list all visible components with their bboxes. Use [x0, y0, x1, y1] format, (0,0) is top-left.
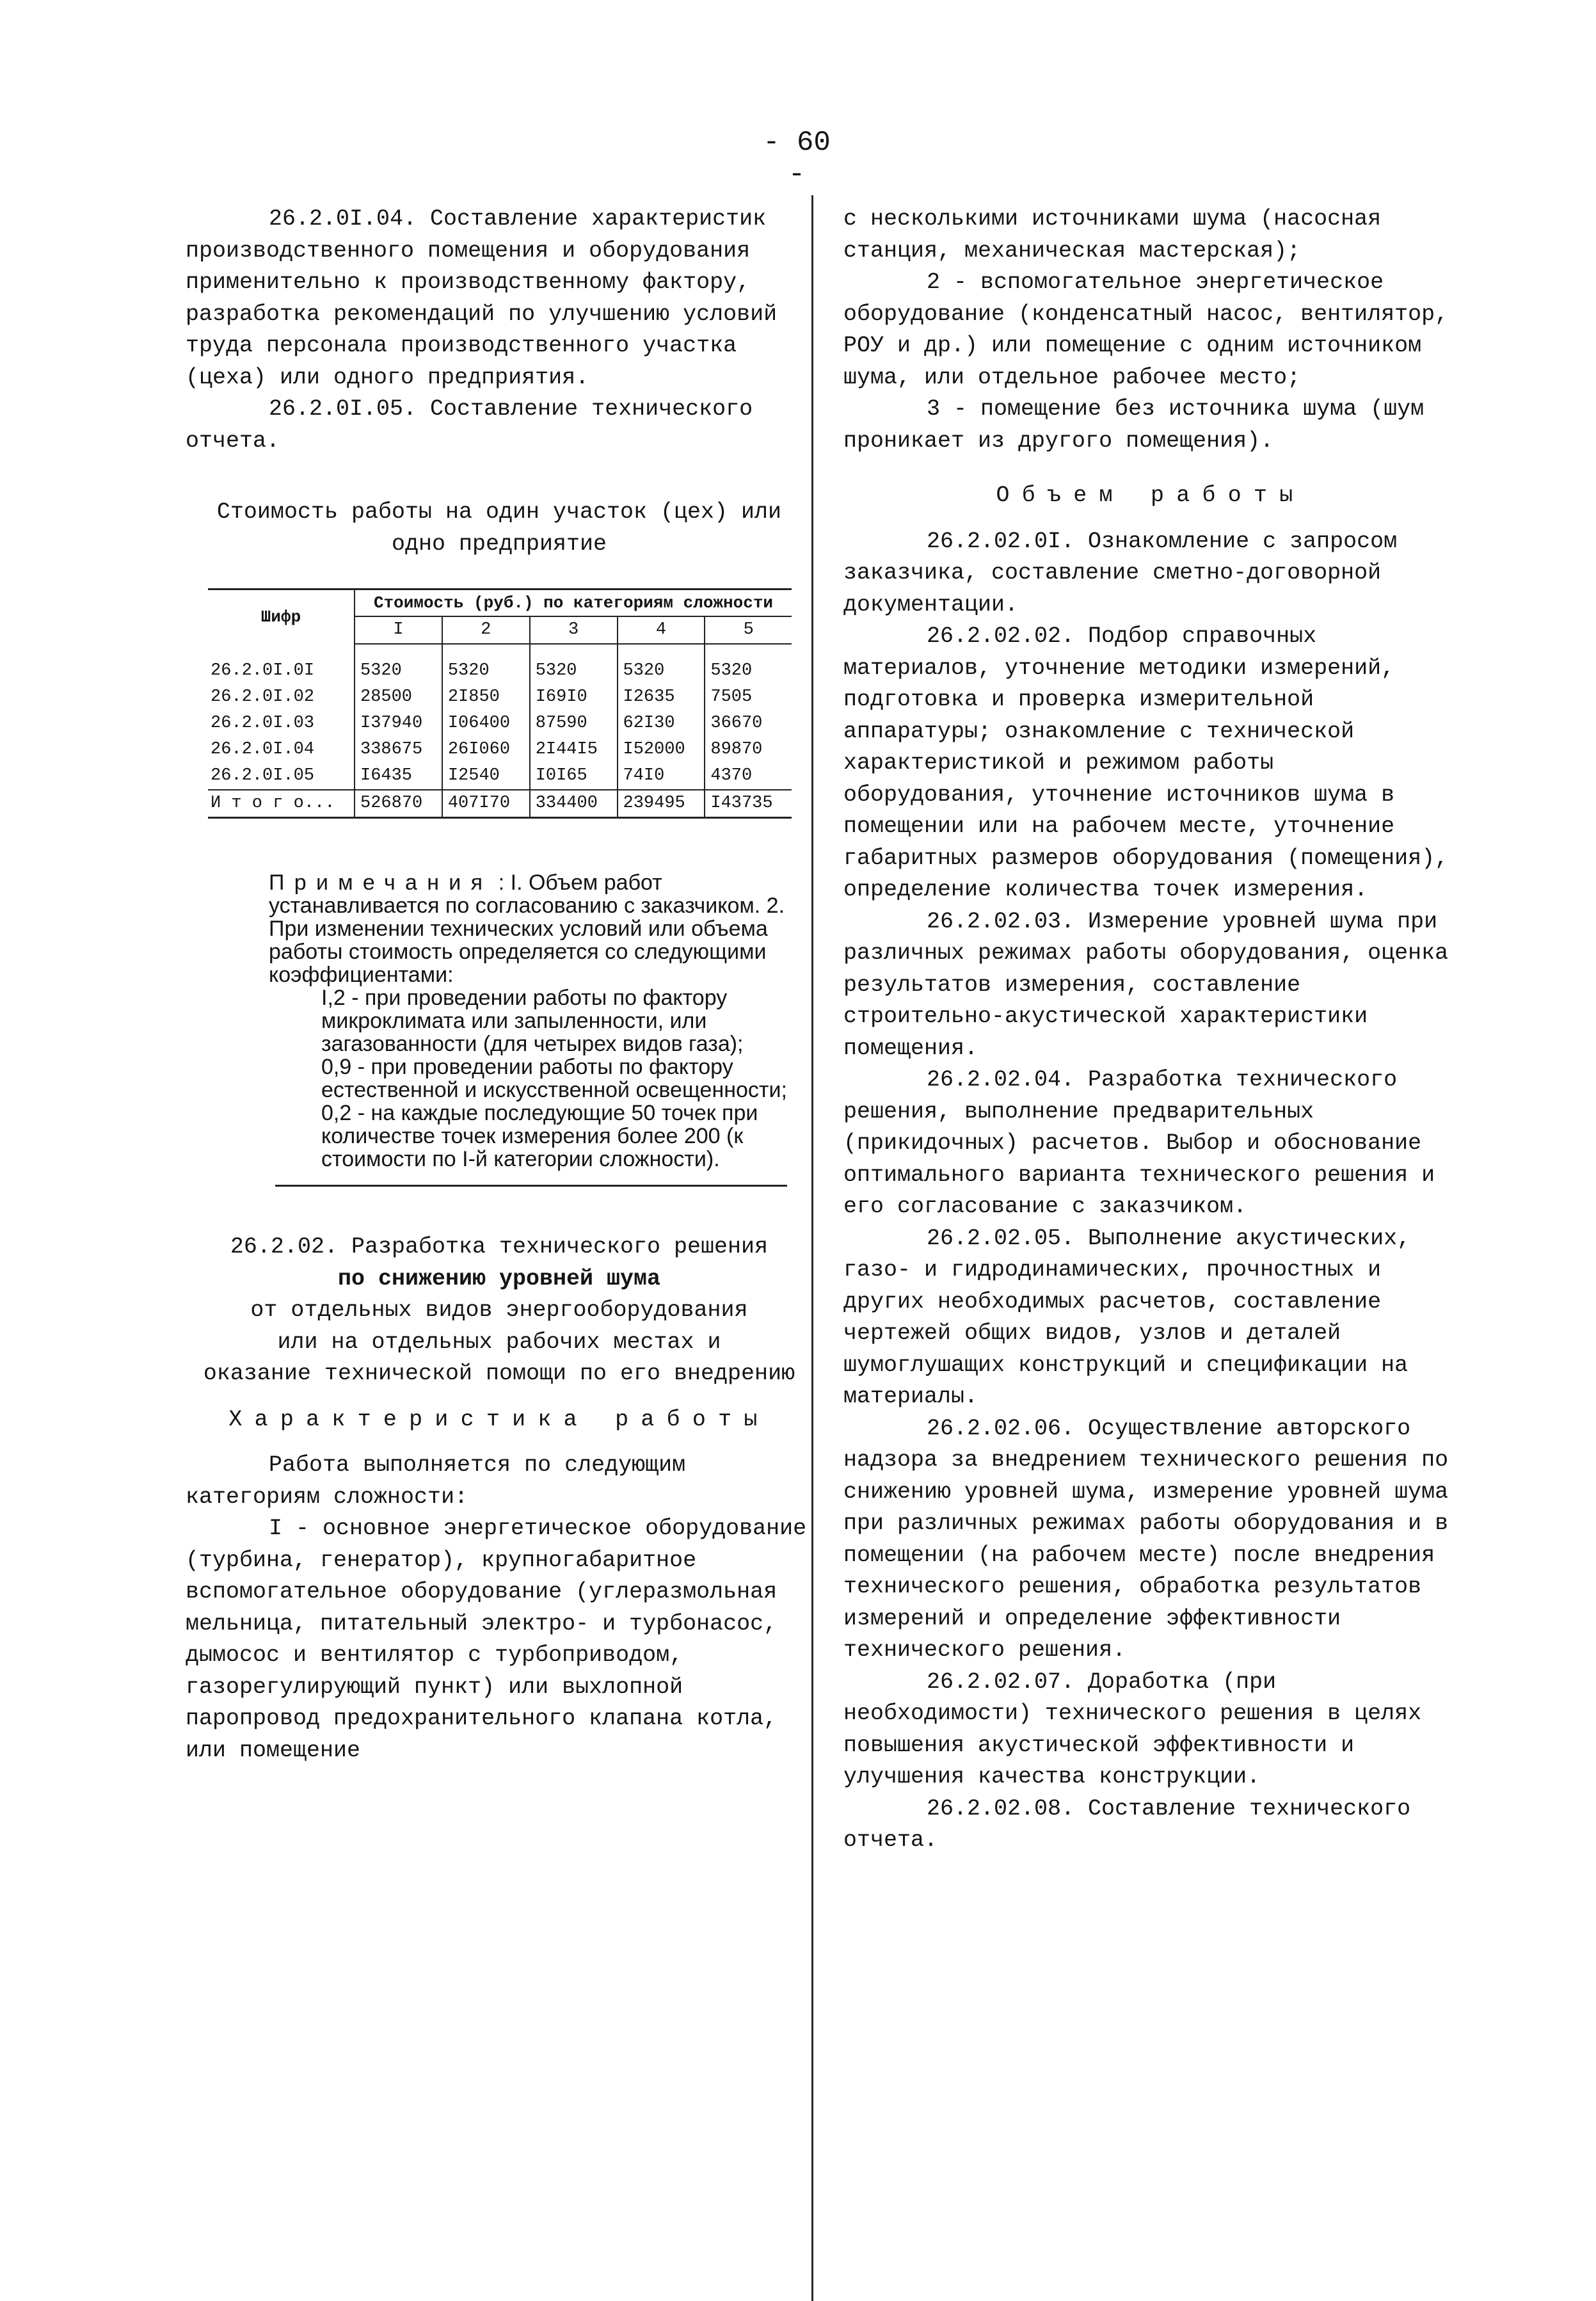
- cell-value: 28500: [355, 684, 442, 710]
- cell-value: I0I65: [530, 763, 618, 790]
- notes-text-2: I,2 - при проведении работы по фактору микроклимата или запыленности, или загазованности (для четырех видов газа);: [321, 986, 744, 1056]
- paragraph-26-2-02-05: 26.2.02.05. Выполнение акустических, газо- и гидродинамических, прочностных и других необходимых расчетов, составление чертежей общих видов, узлов и деталей шумоглушащих конструкций и спецификации на материалы.: [843, 1225, 1411, 1409]
- paragraph-26-2-02-07: 26.2.02.07. Доработка (при необходимости) технического решения в целях повышения акустической эффективности и улучшения качества конструкции.: [843, 1669, 1422, 1790]
- characteristic-heading: Характеристика работы: [228, 1406, 770, 1432]
- right-column: [843, 204, 1458, 1857]
- header-cipher: Шифр: [208, 589, 355, 645]
- cost-table: [208, 588, 792, 819]
- notes-text-3: 0,9 - при проведении работы по фактору естественной и искусственной освещенности;: [321, 1055, 787, 1102]
- paragraph-26-2-02-01: 26.2.02.0I. Ознакомление с запросом заказчика, составление сметно-договорной документации.: [843, 528, 1398, 618]
- paragraph-26-2-02-06: 26.2.02.06. Осуществление авторского надзора за внедрением технического решения по снижению уровней шума, измерение уровней шума при различных режимах работы оборудования и в помещении (на рабочем месте) после внедрения технического решения, обработка результатов измерений и определение эффективности технического решения.: [843, 1415, 1449, 1663]
- category-header: 4: [618, 616, 705, 644]
- section-title-line: оказание технической помощи по его внедрению: [203, 1361, 795, 1386]
- paragraph-26-2-01-05: 26.2.0I.05. Составление технического отчета.: [186, 396, 753, 454]
- table-row: [208, 644, 792, 684]
- notes-block: [269, 871, 787, 1171]
- row-code: 26.2.0I.02: [208, 684, 355, 710]
- left-column: [186, 204, 813, 1767]
- paragraph-26-2-02-02: 26.2.02.02. Подбор справочных материалов, уточнение методики измерений, подготовка и проверка измерительной аппаратуры; ознакомление с технической характеристикой и режимом работы оборудования, уточнение источников шума в помещении или на рабочем месте, уточнение габаритных размеров оборудования (помещения), определение количества точек измерения.: [843, 623, 1449, 902]
- cell-value: 2I850: [442, 684, 530, 710]
- table-row: [208, 710, 792, 737]
- cell-value: 4370: [710, 766, 753, 785]
- cell-value: 5320: [710, 661, 753, 680]
- cell-value: 89870: [710, 740, 763, 759]
- section-title: [186, 1231, 813, 1390]
- volume-heading: Объем работы: [996, 483, 1305, 508]
- total-value: 334400: [530, 790, 618, 818]
- total-value: 239495: [618, 790, 705, 818]
- row-code: 26.2.0I.04: [208, 737, 355, 763]
- category-header: 3: [530, 616, 618, 644]
- paragraph-26-2-01-04: 26.2.0I.04. Составление характеристик производственного помещения и оборудования применительно к производственному фактору, разработка рекомендаций по улучшению условий труда персонала производственного участка (цеха) или одного предприятия.: [186, 206, 778, 390]
- page-number: - 60 -: [763, 127, 831, 191]
- total-row: [208, 790, 792, 818]
- cell-value: I69I0: [530, 684, 618, 710]
- notes-text-1: : I. Объем работ устанавливается по согласованию с заказчиком. 2. При изменении технических условий или объема работы стоимость определяется со следующими коэффициентами:: [269, 870, 785, 987]
- category-header: I: [355, 616, 442, 644]
- section-title-line: или на отдельных рабочих местах и: [277, 1329, 721, 1355]
- paragraph-category-1: I - основное энергетическое оборудование (турбина, генератор), крупногабаритное вспомогательное оборудование (углеразмольная мельница, питательный электро- и турбонасос, дымосос и вентилятор с турбоприводом, газорегулирующий пункт) или выхлопной паропровод предохранительного клапана котла, или помещение: [186, 1516, 807, 1763]
- section-title-line: по снижению уровней шума: [337, 1265, 661, 1292]
- cell-value: 338675: [355, 737, 442, 763]
- table-row: [208, 737, 792, 763]
- category-header: 5: [705, 616, 792, 644]
- cell-value: 5320: [530, 644, 618, 684]
- cell-value: 87590: [530, 710, 618, 737]
- cell-value: 7505: [710, 687, 753, 707]
- cell-value: 5320: [618, 644, 705, 684]
- section-title-line: 26.2.02. Разработка технического решения: [230, 1234, 769, 1260]
- table-row: [208, 763, 792, 790]
- total-label: И т о г о...: [208, 790, 355, 818]
- cell-value: I52000: [618, 737, 705, 763]
- paragraph-complexity-intro: Работа выполняется по следующим категориям сложности:: [186, 1452, 686, 1510]
- total-value: 526870: [355, 790, 442, 818]
- section-title-line: от отдельных видов энергооборудования: [250, 1297, 748, 1323]
- table-caption-line-1: Стоимость работы на один участок (цех) или: [216, 499, 782, 525]
- cell-value: 74I0: [618, 763, 705, 790]
- cell-value: I06400: [442, 710, 530, 737]
- cell-value: I6435: [355, 763, 442, 790]
- table-caption-line-2: одно предприятие: [391, 531, 607, 557]
- table-row: [208, 684, 792, 710]
- paragraph-26-2-02-03: 26.2.02.03. Измерение уровней шума при различных режимах работы оборудования, оценка результатов измерения, составление строительно-акустической характеристики помещения.: [843, 908, 1449, 1061]
- paragraph-26-2-02-08: 26.2.02.08. Составление технического отчета.: [843, 1795, 1411, 1853]
- total-value: I43735: [705, 790, 792, 818]
- paragraph-category-2: 2 - вспомогательное энергетическое оборудование (конденсатный насос, вентилятор, РОУ и др.) или помещение с одним источником шума, или отдельное рабочее место;: [843, 269, 1449, 390]
- notes-rule: [275, 1185, 787, 1187]
- row-code: 26.2.0I.03: [208, 710, 355, 737]
- notes-text-4: 0,2 - на каждые последующие 50 точек при количестве точек измерения более 200 (к стоимости по I-й категории сложности).: [321, 1101, 758, 1171]
- cell-value: 5320: [442, 644, 530, 684]
- paragraph-category-3: 3 - помещение без источника шума (шум проникает из другого помещения).: [843, 396, 1424, 454]
- category-header: 2: [442, 616, 530, 644]
- paragraph-26-2-02-04: 26.2.02.04. Разработка технического решения, выполнение предварительных (прикидочных) расчетов. Выбор и обоснование оптимального варианта технического решения и его согласование с заказчиком.: [843, 1067, 1435, 1219]
- paragraph-category-1-cont: с несколькими источниками шума (насосная станция, механическая мастерская);: [843, 206, 1382, 264]
- row-code: 26.2.0I.0I: [208, 644, 355, 684]
- total-value: 407I70: [442, 790, 530, 818]
- cell-value: 36670: [710, 714, 763, 733]
- notes-heading: Примечания: [269, 870, 493, 895]
- header-cost: Стоимость (руб.) по категориям сложности: [355, 589, 792, 617]
- cell-value: 26I060: [442, 737, 530, 763]
- cell-value: I2635: [618, 684, 705, 710]
- cell-value: I2540: [442, 763, 530, 790]
- cell-value: 2I44I5: [530, 737, 618, 763]
- cell-value: I37940: [355, 710, 442, 737]
- cell-value: 5320: [355, 644, 442, 684]
- row-code: 26.2.0I.05: [208, 763, 355, 790]
- cell-value: 62I30: [618, 710, 705, 737]
